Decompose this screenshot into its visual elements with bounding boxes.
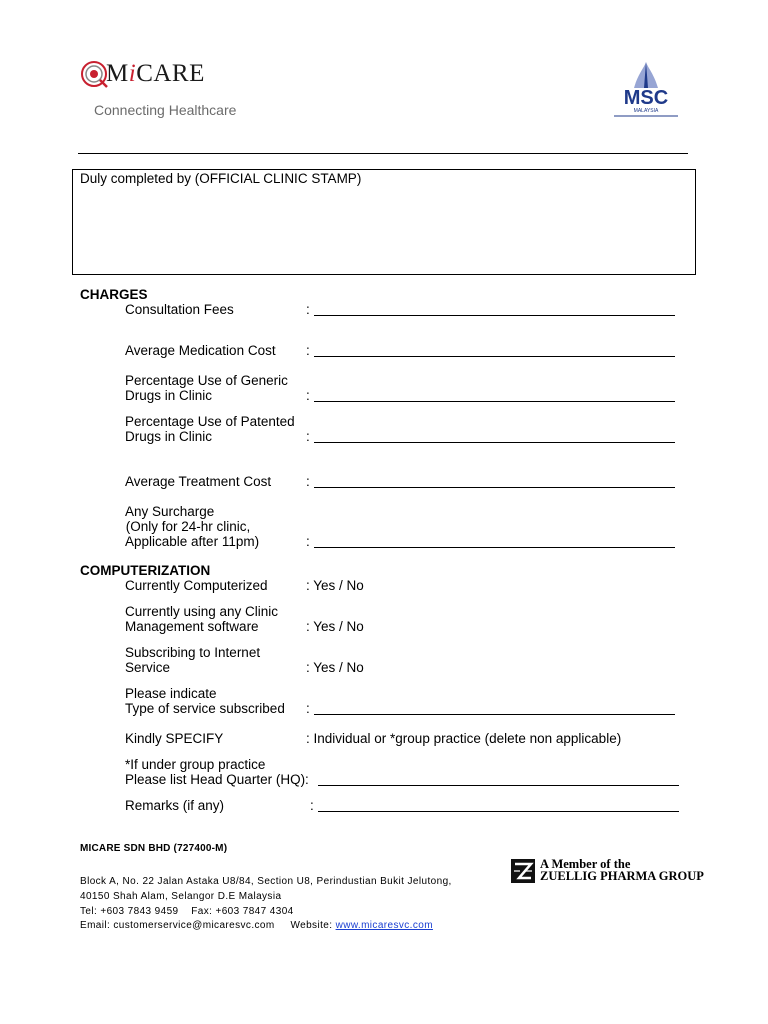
service-type-field[interactable] (314, 701, 675, 715)
service-type-label-1: Please indicate (125, 686, 217, 701)
patented-drugs-label-1: Percentage Use of Patented (125, 414, 295, 429)
consultation-fees-field[interactable] (314, 302, 675, 316)
group-practice-label-1: *If under group practice (125, 757, 266, 772)
website-link[interactable]: www.micaresvc.com (335, 920, 433, 931)
zuellig-emblem-icon (511, 859, 535, 883)
tagline: Connecting Healthcare (94, 102, 237, 118)
header-divider (78, 153, 688, 154)
tel-fax: Tel: +603 7843 9459 Fax: +603 7847 4304 (80, 906, 294, 917)
avg-treatment-cost-label: Average Treatment Cost (125, 474, 272, 489)
currently-computerized-label: Currently Computerized (125, 578, 268, 593)
micare-emblem-icon (80, 60, 108, 88)
service-type-colon: : (306, 701, 310, 716)
company-name: MICARE SDN BHD (727400-M) (80, 843, 228, 854)
avg-medication-cost-field[interactable] (314, 343, 675, 357)
logo-wordmark (106, 60, 205, 88)
msc-sub: MALAYSIA (633, 108, 659, 114)
member-line-1: A Member of the (540, 857, 631, 871)
patented-drugs-field[interactable] (314, 429, 675, 443)
avg-treatment-cost-colon: : (306, 474, 310, 489)
practice-type-options[interactable]: : Individual or *group practice (delete non applicable) (306, 731, 622, 746)
logo-care: CARE (136, 60, 205, 87)
generic-drugs-colon: : (306, 388, 310, 403)
generic-drugs-field[interactable] (314, 388, 675, 402)
generic-drugs-label-2: Drugs in Clinic (125, 388, 213, 403)
remarks-label: Remarks (if any) (125, 798, 225, 813)
logo-m: M (106, 60, 129, 87)
avg-medication-cost-colon: : (306, 343, 310, 358)
clinic-software-label-2: Management software (125, 619, 259, 634)
msc-text: MSC (623, 87, 669, 109)
surcharge-label-3: Applicable after 11pm) (122, 534, 260, 549)
generic-drugs-label-1: Percentage Use of Generic (125, 373, 288, 388)
computerization-heading: COMPUTERIZATION (80, 563, 211, 578)
avg-treatment-cost-field[interactable] (314, 474, 675, 488)
remarks-colon: : (310, 798, 314, 813)
remarks-field[interactable] (318, 798, 679, 812)
kindly-specify-label: Kindly SPECIFY (125, 731, 224, 746)
patented-drugs-label-2: Drugs in Clinic (125, 429, 213, 444)
email-text: Email: customerservice@micaresvc.com Website: (80, 920, 336, 931)
micare-logo (80, 58, 280, 128)
currently-computerized-options[interactable]: : Yes / No (306, 578, 364, 593)
address-line-2: 40150 Shah Alam, Selangor D.E Malaysia (80, 891, 282, 902)
zuellig-text (540, 858, 704, 882)
charges-heading: CHARGES (80, 287, 148, 302)
email-website (80, 920, 433, 931)
zuellig-pharma-badge (511, 857, 704, 887)
internet-service-label-1: Subscribing to Internet (125, 645, 261, 660)
group-practice-label-2: Please list Head Quarter (HQ): (125, 772, 309, 787)
head-quarter-field[interactable] (318, 772, 679, 786)
surcharge-label-1: Any Surcharge (125, 504, 215, 519)
patented-drugs-colon: : (306, 429, 310, 444)
consultation-fees-colon: : (306, 302, 310, 317)
clinic-stamp-label: Duly completed by (OFFICIAL CLINIC STAMP) (80, 171, 362, 186)
member-line-2: ZUELLIG PHARMA GROUP (540, 869, 704, 883)
avg-medication-cost-label: Average Medication Cost (125, 343, 276, 358)
logo-i: i (128, 60, 137, 87)
clinic-software-options[interactable]: : Yes / No (306, 619, 364, 634)
service-type-label-2: Type of service subscribed (125, 701, 285, 716)
clinic-software-label-1: Currently using any Clinic (125, 604, 279, 619)
consultation-fees-label: Consultation Fees (125, 302, 234, 317)
internet-service-label-2: Service (125, 660, 171, 675)
internet-service-options[interactable]: : Yes / No (306, 660, 364, 675)
address-line-1: Block A, No. 22 Jalan Astaka U8/84, Section U8, Perindustian Bukit Jelutong, (80, 876, 452, 887)
msc-tower-icon (604, 60, 688, 120)
msc-malaysia-logo (604, 60, 688, 120)
surcharge-field[interactable] (314, 534, 675, 548)
surcharge-colon: : (306, 534, 310, 549)
surcharge-label-2: (Only for 24-hr clinic, (122, 519, 251, 534)
